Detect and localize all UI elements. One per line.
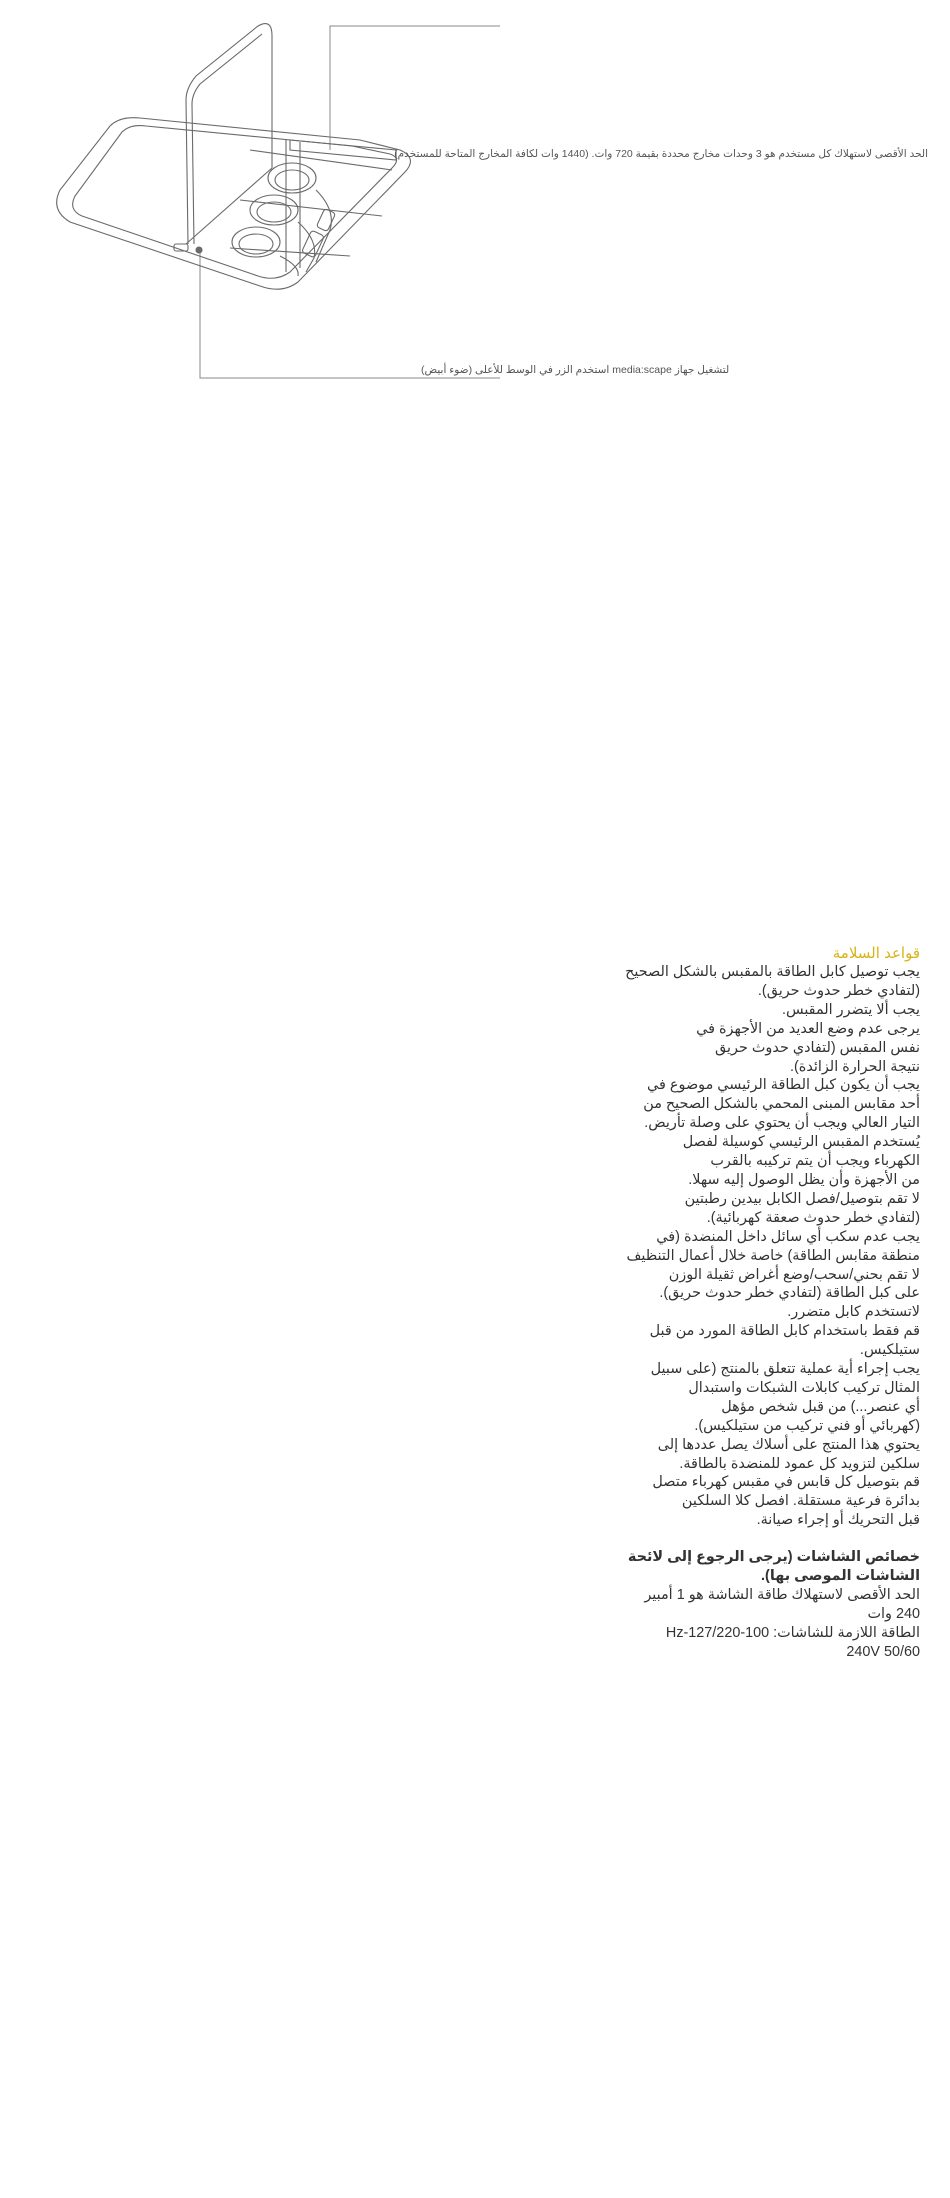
safety-line: أحد مقابس المبنى المحمي بالشكل الصحيح من [643,1096,920,1113]
safety-line: من الأجهزة وأن يظل الوصول إليه سهلا. [688,1171,920,1188]
spec-line: 240V 50/60 [846,1643,920,1660]
safety-line: أي عنصر...) من قبل شخص مؤهل [721,1398,920,1415]
screen-specs [590,1548,920,1661]
safety-line: (لتفادي خطر حدوث صعقة كهربائية). [706,1209,920,1226]
leader-line-power [330,26,500,150]
product-illustration [0,0,950,400]
callout-power-limit: الحد الأقصى لاستهلاك كل مستخدم هو 3 وحدات مخارج محددة بقيمة 720 وات. (1440 وات لكافة المخارج المتاحة للمستخدم) [394,148,928,160]
safety-line: قم بتوصيل كل قابس في مقبس كهرباء متصل [652,1474,920,1491]
tray-rails [230,140,396,272]
safety-title: قواعد السلامة [832,945,920,962]
safety-line: (كهربائي أو فني تركيب من ستيلكيس). [694,1417,920,1434]
safety-line: يرجى عدم وضع العديد من الأجهزة في [696,1020,920,1037]
safety-line: بدائرة فرعية مستقلة. افصل كلا السلكين [681,1493,920,1510]
safety-line: على كبل الطاقة (لتفادي خطر حدوث حريق). [659,1285,920,1302]
safety-rules-list [590,963,920,1530]
leader-line-button [200,252,500,378]
callout-power-button: لتشغيل جهاز media:scape استخدم الزر في الوسط للأعلى (ضوء أبيض) [421,364,730,376]
safety-line: لا تقم بتوصيل/فصل الكابل بيدين رطبتين [684,1190,920,1207]
safety-line: لاتستخدم كابل متضرر. [787,1304,920,1321]
cables [280,190,336,276]
spec-line: 240 وات [867,1605,920,1622]
tray-base [57,118,411,290]
safety-line: المثال تركيب كابلات الشبكات واستبدال [688,1379,920,1396]
spec-line: الطاقة اللازمة للشاشات: Hz-127/220-100 [665,1624,920,1641]
safety-line: يجب ألا يتضرر المقبس. [781,1001,920,1018]
safety-line: سلكين لتزويد كل عمود للمنضدة بالطاقة. [679,1455,920,1472]
safety-section [590,944,920,1662]
safety-line: يجب عدم سكب أي سائل داخل المنضدة (في [656,1228,920,1245]
safety-line: منطقة مقابس الطاقة) خاصة خلال أعمال التنظيف [626,1247,920,1264]
safety-line: يجب توصيل كابل الطاقة بالمقبس بالشكل الصحيح [625,964,920,980]
safety-line: يُستخدم المقبس الرئيسي كوسيلة لفصل [682,1134,920,1151]
safety-line: قم فقط باستخدام كابل الطاقة المورد من قبل ستيلكيس. [649,1323,920,1359]
safety-line: يجب أن يكون كبل الطاقة الرئيسي موضوع في [647,1077,920,1094]
safety-line: قبل التحريك أو إجراء صيانة. [756,1512,920,1529]
specs-title-line-2: الشاشات الموصى بها). [761,1568,920,1585]
safety-line: التيار العالي ويجب أن يحتوي على وصلة تأريض. [644,1115,920,1132]
callout-leader-lines [200,26,500,378]
safety-line: الكهرباء ويجب أن يتم تركيبه بالقرب [710,1153,920,1170]
safety-line: يجب إجراء أية عملية تتعلق بالمنتج (على سبيل [650,1361,920,1378]
section-spacer [590,1530,920,1548]
safety-line: نفس المقبس (لتفادي حدوث حريق [715,1039,920,1056]
safety-line: يحتوي هذا المنتج على أسلاك يصل عددها إلى [657,1436,920,1453]
safety-line: (لتفادي خطر حدوث حريق). [757,982,920,999]
specs-title-line-1: خصائص الشاشات (يرجى الرجوع إلى لائحة [627,1549,920,1566]
connector-pucks [232,163,316,257]
safety-line: لا تقم بحني/سحب/وضع أغراض ثقيلة الوزن [668,1266,920,1283]
spec-line: الحد الأقصى لاستهلاك طاقة الشاشة هو 1 أمبير [644,1587,920,1603]
safety-line: نتيجة الحرارة الزائدة). [789,1058,920,1075]
